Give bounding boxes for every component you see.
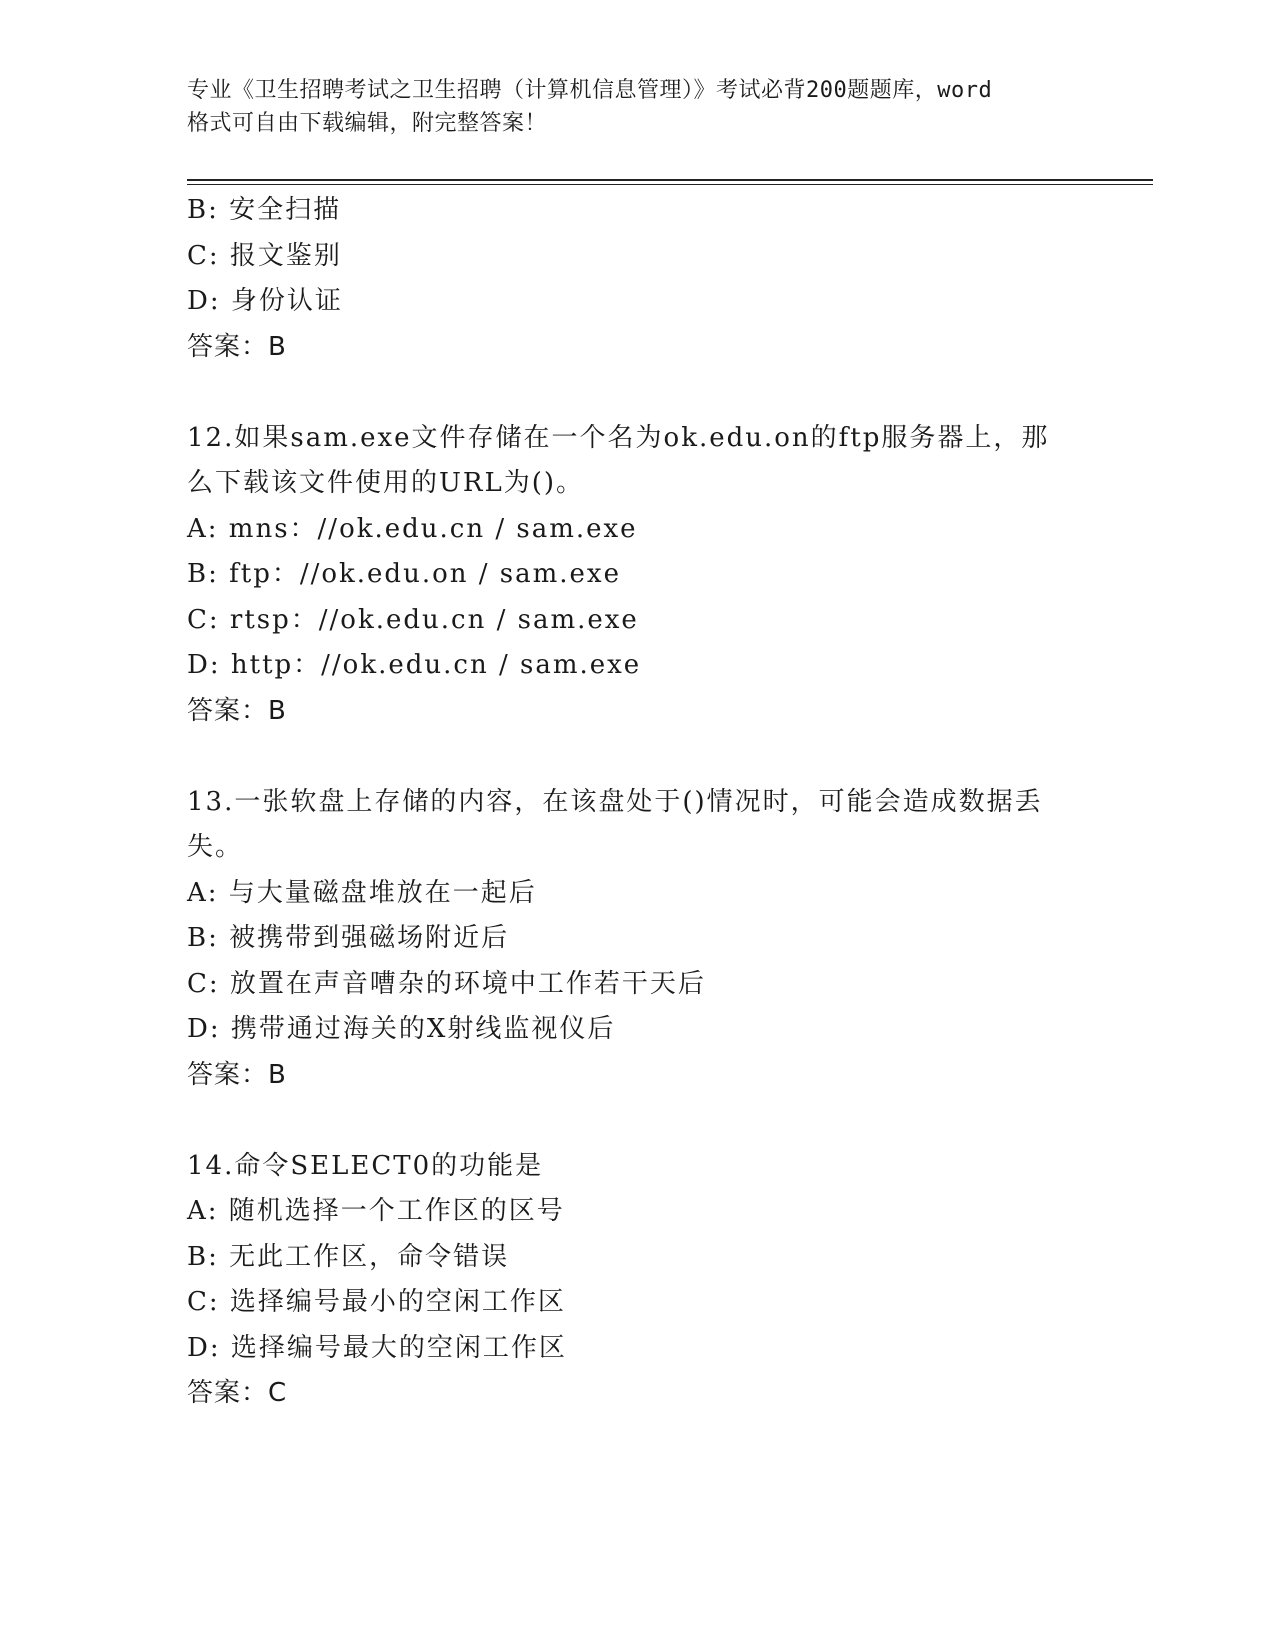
option-c: C: 选择编号最小的空闲工作区	[187, 1287, 566, 1317]
question-14	[187, 1144, 1087, 1417]
option-a: A: 随机选择一个工作区的区号	[187, 1196, 565, 1226]
question-11-partial	[187, 188, 1087, 370]
document-header	[187, 74, 1087, 140]
header-line-1: 专业《卫生招聘考试之卫生招聘（计算机信息管理）》考试必背200题题库，word	[187, 78, 993, 103]
option-b: B: 被携带到强磁场附近后	[187, 923, 510, 953]
question-stem-line-1: 12.如果sam.exe文件存储在一个名为ok.edu.on的ftp服务器上，那	[187, 422, 1050, 453]
option-c: C: 放置在声音嘈杂的环境中工作若干天后	[187, 968, 706, 999]
header-line-2: 格式可自由下载编辑，附完整答案！	[187, 111, 548, 136]
question-spacer	[187, 1098, 1087, 1144]
question-stem-line-2: 失。	[187, 832, 244, 862]
option-c: C: rtsp：//ok.edu.cn / sam.exe	[187, 604, 639, 635]
answer-line: 答案：B	[187, 1059, 287, 1090]
question-stem-line-1: 14.命令SELECT0的功能是	[187, 1150, 544, 1181]
option-c: C: 报文鉴别	[187, 240, 342, 271]
option-d: D: 携带通过海关的X射线监视仪后	[187, 1014, 616, 1044]
answer-line: 答案：B	[187, 331, 287, 362]
question-list	[187, 188, 1087, 1417]
answer-line: 答案：C	[187, 1378, 288, 1408]
option-b: B: 安全扫描	[187, 195, 342, 225]
question-12	[187, 416, 1087, 735]
option-d: D: http：//ok.edu.cn / sam.exe	[187, 650, 642, 680]
question-stem-line-1: 13.一张软盘上存储的内容，在该盘处于()情况时，可能会造成数据丢	[187, 786, 1043, 817]
header-divider-thick	[187, 179, 1153, 181]
header-divider-thin	[187, 184, 1153, 185]
option-b: B: 无此工作区，命令错误	[187, 1241, 510, 1272]
question-13	[187, 780, 1087, 1099]
option-a: A: 与大量磁盘堆放在一起后	[187, 877, 537, 908]
answer-line: 答案：B	[187, 695, 287, 726]
question-spacer	[187, 370, 1087, 416]
option-d: D: 选择编号最大的空闲工作区	[187, 1332, 567, 1363]
option-b: B: ftp：//ok.edu.on / sam.exe	[187, 559, 621, 589]
question-spacer	[187, 734, 1087, 780]
question-stem-line-2: 么下载该文件使用的URL为()。	[187, 468, 585, 498]
option-d: D: 身份认证	[187, 286, 343, 316]
option-a: A: mns：//ok.edu.cn / sam.exe	[187, 513, 638, 544]
